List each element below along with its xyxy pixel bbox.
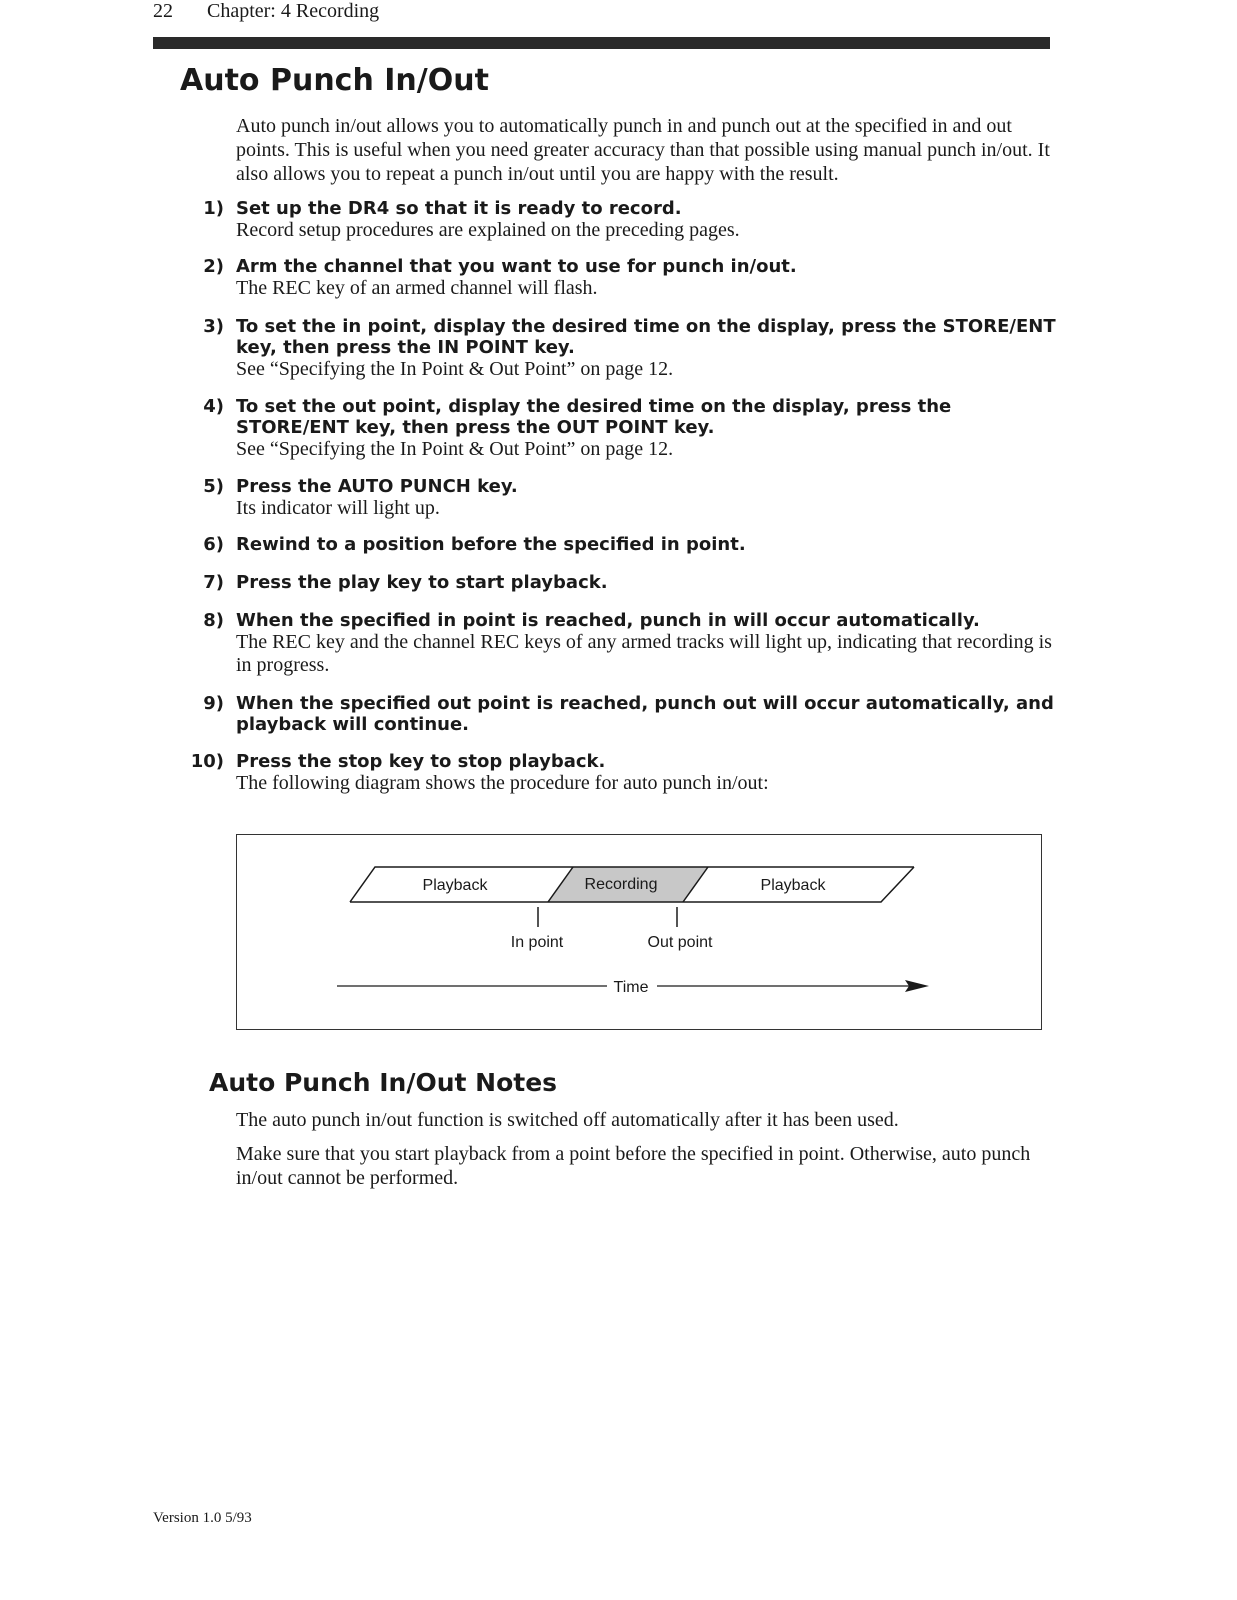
step-title: To set the in point, display the desired time on the display, press the STORE/ENT key, then press the IN POINT key. — [236, 316, 1056, 358]
step-title: Press the play key to start playback. — [236, 572, 608, 593]
step-item — [190, 198, 1060, 242]
step-title: Press the AUTO PUNCH key. — [236, 476, 518, 497]
header-rule — [153, 37, 1050, 49]
step-number: 2) — [203, 256, 224, 277]
segment-label-playback-right: Playback — [760, 877, 826, 894]
step-description: See “Specifying the In Point & Out Point” on page 12. — [236, 438, 674, 460]
notes-title: Auto Punch In/Out Notes — [209, 1068, 558, 1097]
notes-paragraph-2: Make sure that you start playback from a point before the specified in point. Otherwise, auto punch in/out cannot be performed. — [236, 1143, 1031, 1189]
step-item — [190, 693, 1060, 735]
step-title: Arm the channel that you want to use for punch in/out. — [236, 256, 797, 277]
step-title: Press the stop key to stop playback. — [236, 751, 606, 772]
step-number: 8) — [203, 610, 224, 631]
step-number: 7) — [203, 572, 224, 593]
step-item — [190, 316, 1060, 381]
chapter-title: Chapter: 4 Recording — [207, 0, 380, 22]
notes-paragraph-1: The auto punch in/out function is switched off automatically after it has been used. — [236, 1109, 899, 1131]
step-item — [190, 396, 1060, 461]
step-item — [190, 751, 1060, 795]
step-description: The REC key and the channel REC keys of any armed tracks will light up, indicating that recording is in progress. — [236, 631, 1052, 676]
step-number: 3) — [203, 316, 224, 337]
out-point-label: Out point — [647, 934, 713, 951]
step-description: See “Specifying the In Point & Out Point” on page 12. — [236, 358, 674, 380]
intro-paragraph: Auto punch in/out allows you to automatically punch in and punch out at the specified in and out points. This is useful when you need greater accuracy than that possible using manual punch in/out. It also allows you to repeat a punch in/out until you are happy with the result. — [236, 115, 1050, 185]
step-number: 9) — [203, 693, 224, 714]
running-header — [153, 0, 379, 22]
punch-diagram-svg — [237, 835, 1043, 1031]
step-number: 6) — [203, 534, 224, 555]
section-title: Auto Punch In/Out — [180, 63, 489, 98]
segment-label-playback-left: Playback — [422, 877, 488, 894]
punch-diagram — [236, 834, 1042, 1030]
step-item — [190, 476, 1060, 520]
step-item — [190, 572, 1060, 593]
step-title: When the specified in point is reached, punch in will occur automatically. — [236, 610, 980, 631]
segment-label-recording: Recording — [584, 876, 658, 893]
in-point-label: In point — [510, 934, 564, 951]
footer-version: Version 1.0 5/93 — [153, 1510, 252, 1526]
step-description: The REC key of an armed channel will flash. — [236, 277, 598, 299]
step-item — [190, 610, 1060, 677]
step-number: 1) — [203, 198, 224, 219]
step-description: The following diagram shows the procedure for auto punch in/out: — [236, 772, 769, 794]
step-title: Set up the DR4 so that it is ready to record. — [236, 198, 682, 219]
step-title: To set the out point, display the desired time on the display, press the STORE/ENT key, then press the OUT POINT key. — [236, 396, 952, 438]
step-item — [190, 534, 1060, 555]
step-number: 4) — [203, 396, 224, 417]
step-title: Rewind to a position before the specified in point. — [236, 534, 746, 555]
step-number: 10) — [190, 751, 224, 772]
step-description: Its indicator will light up. — [236, 497, 440, 519]
step-title: When the specified out point is reached, punch out will occur automatically, and playback will continue. — [236, 693, 1054, 735]
time-axis-label: Time — [613, 979, 649, 996]
steps-list — [190, 198, 1060, 795]
page-number: 22 — [153, 0, 173, 22]
step-item — [190, 256, 1060, 300]
step-number: 5) — [203, 476, 224, 497]
step-description: Record setup procedures are explained on the preceding pages. — [236, 219, 740, 241]
